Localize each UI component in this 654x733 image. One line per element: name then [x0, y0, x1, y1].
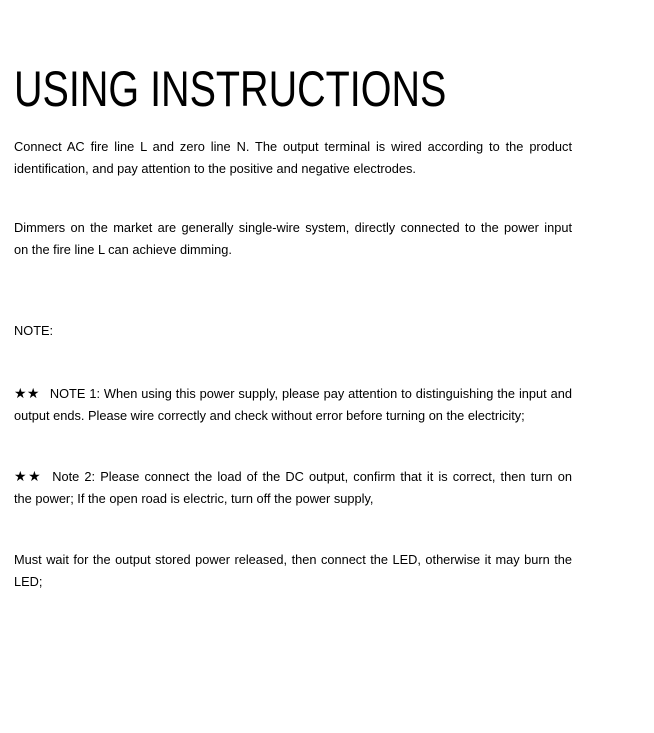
paragraph-note-1 [14, 383, 572, 427]
paragraph-line [14, 571, 572, 593]
paragraph-line [14, 549, 572, 571]
paragraph-line [14, 158, 572, 180]
paragraph-text: LED; [14, 574, 43, 589]
paragraph-text: Dimmers on the market are generally single-wire system, directly connected to the power input [14, 220, 572, 235]
paragraph-line [14, 383, 572, 405]
note-heading [14, 320, 572, 342]
paragraph-line [14, 405, 572, 427]
paragraph-wiring [14, 136, 572, 180]
paragraph-line [14, 466, 572, 488]
paragraph-text: the power; If the open road is electric, turn off the power supply, [14, 491, 374, 506]
paragraph-line [14, 136, 572, 158]
paragraph-text: identification, and pay attention to the positive and negative electrodes. [14, 161, 416, 176]
paragraph-dimmers [14, 217, 572, 261]
paragraph-text: Connect AC fire line L and zero line N. The output terminal is wired according to the product [14, 139, 572, 154]
paragraph-text: NOTE 1: When using this power supply, please pay attention to distinguishing the input and [49, 386, 572, 401]
paragraph-line [14, 320, 572, 342]
paragraph-note-2 [14, 466, 572, 510]
stars-icon: ★★ [14, 469, 43, 485]
note-heading-text: NOTE: [14, 323, 54, 338]
paragraph-text: on the fire line L can achieve dimming. [14, 242, 232, 257]
paragraph-text: Note 2: Please connect the load of the DC output, confirm that it is correct, then turn on [52, 469, 573, 484]
paragraph-led-warning [14, 549, 572, 593]
page-title: USING INSTRUCTIONS [14, 61, 447, 117]
stars-icon: ★★ [14, 386, 40, 402]
paragraph-line [14, 217, 572, 239]
paragraph-line [14, 239, 572, 261]
paragraph-text: output ends. Please wire correctly and check without error before turning on the electricity; [14, 408, 525, 423]
paragraph-text: Must wait for the output stored power released, then connect the LED, otherwise it may burn the [14, 552, 572, 567]
paragraph-line [14, 488, 572, 510]
